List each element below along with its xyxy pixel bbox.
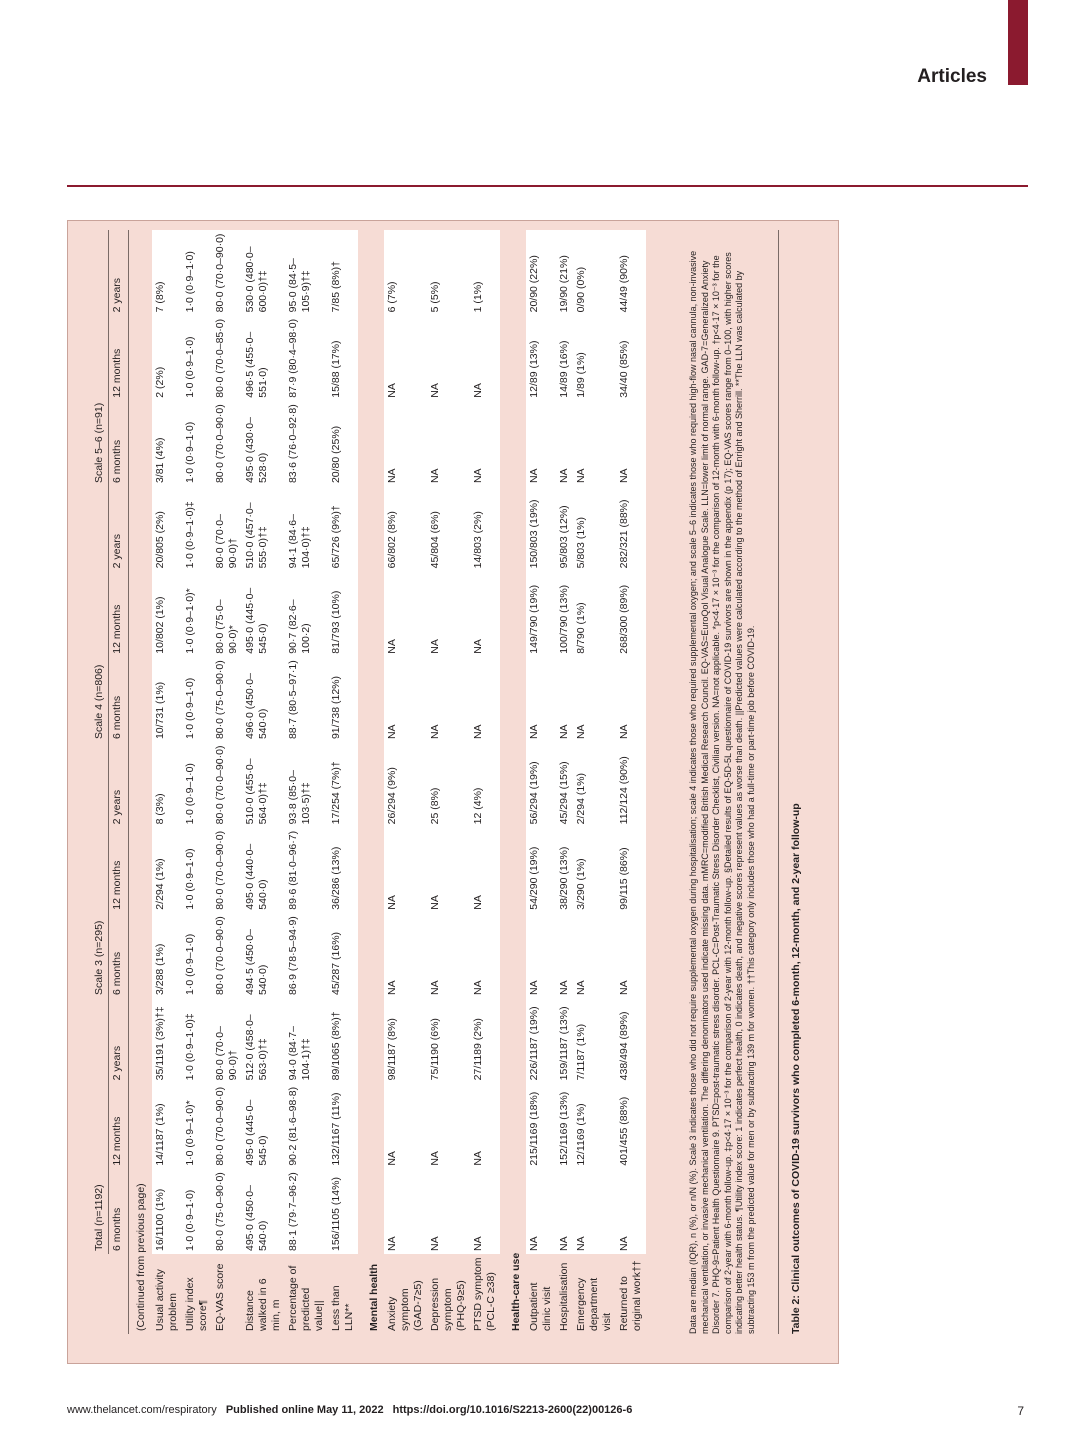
table-cell: NA: [384, 657, 427, 742]
table-cell: 89·6 (81·0–96·7): [285, 827, 328, 912]
table-cell: 80·0 (70·0–90·0)†: [212, 486, 242, 571]
table-cell: 88·1 (79·7–96·2): [285, 1169, 328, 1254]
table-cell: 19/90 (21%): [556, 230, 573, 315]
table-cell: NA: [384, 315, 427, 400]
table-cell: 45/287 (16%): [328, 913, 358, 998]
table-cell: NA: [470, 315, 500, 400]
table-cell: 1·0 (0·9–1·0): [182, 657, 212, 742]
table-cell: 100/790 (13%): [556, 571, 573, 656]
table-cell: 45/294 (15%): [556, 742, 573, 827]
table-cell: NA: [427, 827, 470, 912]
table-cell: 495·0 (445·0–545·0): [242, 1083, 285, 1168]
table-cell: NA: [573, 1169, 616, 1254]
column-header: 12 months: [109, 827, 129, 912]
table-cell: 16/1100 (1%): [152, 1169, 182, 1254]
row-label: Emergency department visit: [575, 1277, 613, 1331]
table-cell: 5/803 (1%): [573, 486, 616, 571]
table-cell: 65/726 (9%)†: [328, 486, 358, 571]
table-cell: 7 (8%): [152, 230, 182, 315]
table-cell: 80·0 (70·0–90·0): [212, 230, 242, 315]
table-cell: 44/49 (90%): [616, 230, 646, 315]
table-cell: 87·9 (80·4–98·0): [285, 315, 328, 400]
table-cell: 1·0 (0·9–1·0)‡: [182, 486, 212, 571]
table-cell: 99/115 (86%): [616, 827, 646, 912]
table-cell: 80·0 (75·0–90·0): [212, 1169, 242, 1254]
row-label: Anxiety symptom (GAD-7≥5): [386, 1280, 424, 1331]
table-cell: 80·0 (70·0–85·0): [212, 315, 242, 400]
table-cell: NA: [616, 1169, 646, 1254]
table-footnotes: Data are median (IQR), n (%), or n/N (%). Scale 3 indicates those who did not require supplemental oxygen during hospitalisation; scale 4 indicates those who required supplemental oxygen; and scale 5–6 indicates those who required high-flow nasal cannula, non-invasive mechanical ventilation, or invasive mechanical ventilation. The differing denominators used indicate missing data. mMRC=modified British Medical Research Council. EQ-VAS=EuroQol Visual Analogue Scale. LLN=lower limit of normal range. GAD-7=Generalized Anxiety Disorder 7. PHQ-9=Patient Health Questionnaire 9. PTSD=post-traumatic stress disorder. PCL-C=Post-Traumatic Stress Disorder Checklist, Civilian version. NA=not applicable. *p<4·17 × 10⁻³ for the comparison of 12-month with 6-month follow-up. †p<4·17 × 10⁻³ for the comparison of 2-year with 6-month follow-up. ‡p<4·17 × 10⁻³ for the comparison of 2-year with 12-month follow-up. §Detailed results of EQ-5D-5L questionnaire of COVID-19 survivors are shown in the appendix (p 17); EQ-VAS scores range from 0–100, with higher scores indicating better health status. ¶Utility index score: 1 indicates perfect health, 0 indicates death, and negative scores represent values as worse than death. ||Predicted values were calculated according to the method of Enright and Sherrill. **The LLN was calculated by subtracting 153 m from the predicted value for men or by subtracting 139 m for women. ††This category only includes those who had a full-time or part-time job before COVID-19.: [688, 250, 756, 1334]
table-row: [616, 230, 646, 1334]
table-cell: NA: [384, 913, 427, 998]
table-cell: NA: [556, 401, 573, 486]
table-cell: 1·0 (0·9–1·0): [182, 827, 212, 912]
table-cell: 8/790 (1%): [573, 571, 616, 656]
table-cell: 156/1105 (14%): [328, 1169, 358, 1254]
table-cell: 80·0 (70·0–90·0): [212, 1083, 242, 1168]
table-cell: 10/731 (1%): [152, 657, 182, 742]
section-header: Articles: [917, 66, 987, 87]
table-cell: NA: [427, 401, 470, 486]
publication-date: Published online May 11, 2022: [225, 1404, 384, 1416]
table-cell: 20/80 (25%): [328, 401, 358, 486]
table-cell: 1·0 (0·9–1·0): [182, 315, 212, 400]
table-cell: 86·9 (78·5–94·9): [285, 913, 328, 998]
table-row: [526, 230, 556, 1334]
table-cell: 90·7 (82·6–100·2): [285, 571, 328, 656]
table-cell: NA: [384, 571, 427, 656]
column-header: 12 months: [109, 1083, 129, 1168]
table-cell: 0/90 (0%): [573, 230, 616, 315]
table-cell: 6 (7%): [384, 230, 427, 315]
table-caption: Table 2: Clinical outcomes of COVID-19 survivors who completed 6-month, 12-month, and 2-year follow-up: [790, 803, 802, 1334]
table-cell: 95/803 (12%): [556, 486, 573, 571]
group-header: Scale 5–6 (n=91): [85, 230, 109, 486]
table-cell: 2 (2%): [152, 315, 182, 400]
table-cell: NA: [616, 913, 646, 998]
table-cell: 54/290 (19%): [526, 827, 556, 912]
table-cell: 80·0 (75·0–90·0): [212, 657, 242, 742]
row-label: Utility index score¶: [184, 1277, 209, 1331]
table-cell: 25 (8%): [427, 742, 470, 827]
table-row: [242, 230, 285, 1334]
table-row: [573, 230, 616, 1334]
table-cell: 34/40 (85%): [616, 315, 646, 400]
section-title: Health-care use: [510, 1252, 522, 1331]
column-header: 6 months: [109, 657, 129, 742]
column-header: 2 years: [109, 998, 129, 1083]
table-cell: NA: [427, 657, 470, 742]
table-cell: 1·0 (0·9–1·0)*: [182, 571, 212, 656]
table-cell: NA: [427, 571, 470, 656]
table-cell: 7/85 (8%)†: [328, 230, 358, 315]
rotated-table-area: [85, 222, 855, 1342]
table-cell: 1/89 (1%): [573, 315, 616, 400]
group-header: Total (n=1192): [85, 998, 109, 1254]
continued-row: [129, 230, 153, 1334]
table-cell: 80·0 (75·0–90·0)*: [212, 571, 242, 656]
table-cell: NA: [573, 657, 616, 742]
table-cell: NA: [556, 913, 573, 998]
caption-rule: [778, 230, 779, 1334]
table-cell: 496·0 (450·0–540·0): [242, 657, 285, 742]
table-cell: NA: [556, 1169, 573, 1254]
table-cell: 14/803 (2%): [470, 486, 500, 571]
table-cell: 512·0 (458·0–563·0)†‡: [242, 998, 285, 1083]
header-rule: [67, 185, 1028, 187]
table-cell: NA: [470, 913, 500, 998]
table-row: [470, 230, 500, 1334]
row-label: Percentage of predicted value||: [287, 1265, 325, 1331]
table-cell: NA: [427, 913, 470, 998]
column-header: 12 months: [109, 571, 129, 656]
journal-color-tab: [1008, 0, 1028, 85]
table-cell: NA: [616, 657, 646, 742]
table-cell: 268/300 (89%): [616, 571, 646, 656]
table-cell: NA: [526, 1169, 556, 1254]
table-cell: 80·0 (70·0–90·0)†: [212, 998, 242, 1083]
table-cell: NA: [470, 1169, 500, 1254]
table-row: [384, 230, 427, 1334]
group-header-row: [85, 230, 109, 1334]
page-number: 7: [1017, 1404, 1024, 1418]
table-cell: NA: [526, 657, 556, 742]
row-label: EQ-VAS score: [214, 1263, 226, 1331]
table-cell: 1·0 (0·9–1·0): [182, 230, 212, 315]
table-cell: 494·5 (450·0–540·0): [242, 913, 285, 998]
row-label: PTSD symptom (PCL-C ≥38): [472, 1257, 497, 1331]
journal-website-link[interactable]: www.thelancet.com/respiratory: [67, 1404, 217, 1416]
table-cell: 510·0 (455·0–564·0)†‡: [242, 742, 285, 827]
table-row: [427, 230, 470, 1334]
group-header: Scale 4 (n=806): [85, 486, 109, 742]
continued-note: (Continued from previous page): [135, 1183, 147, 1331]
table-cell: 91/738 (12%): [328, 657, 358, 742]
table-cell: 89/1065 (8%)†: [328, 998, 358, 1083]
column-header: 2 years: [109, 230, 129, 315]
table-cell: 159/1187 (13%): [556, 998, 573, 1083]
table-cell: 80·0 (70·0–90·0): [212, 827, 242, 912]
outcomes-table: [85, 230, 646, 1334]
table-cell: 94·0 (84·7–104·1)†‡: [285, 998, 328, 1083]
table-row: [328, 230, 358, 1334]
table-row: [152, 230, 182, 1334]
table-cell: 20/805 (2%): [152, 486, 182, 571]
table-cell: NA: [384, 1083, 427, 1168]
row-label: Returned to original work††: [618, 1260, 643, 1331]
table-cell: 80·0 (70·0–90·0): [212, 742, 242, 827]
table-cell: 3/288 (1%): [152, 913, 182, 998]
table-row: [556, 230, 573, 1334]
doi-link[interactable]: https://doi.org/10.1016/S2213-2600(22)00126-6: [392, 1404, 633, 1416]
table-cell: 93·8 (85·0–103·5)†‡: [285, 742, 328, 827]
table-cell: 8 (3%): [152, 742, 182, 827]
table-cell: 510·0 (457·0–555·0)†‡: [242, 486, 285, 571]
column-header: 12 months: [109, 315, 129, 400]
row-label: Hospitalisation: [558, 1262, 570, 1331]
row-label: Outpatient clinic visit: [528, 1282, 553, 1331]
table-cell: 132/1167 (11%): [328, 1083, 358, 1168]
table-cell: 496·5 (455·0–551·0): [242, 315, 285, 400]
table-cell: 95·0 (84·5–105·9)†‡: [285, 230, 328, 315]
table-cell: NA: [470, 401, 500, 486]
table-cell: 2/294 (1%): [152, 827, 182, 912]
table-cell: 1·0 (0·9–1·0): [182, 1169, 212, 1254]
table-cell: 14/1187 (1%): [152, 1083, 182, 1168]
table-cell: 1·0 (0·9–1·0)‡: [182, 998, 212, 1083]
table-cell: 45/804 (6%): [427, 486, 470, 571]
table-cell: 401/455 (88%): [616, 1083, 646, 1168]
table-cell: NA: [573, 401, 616, 486]
column-header: 6 months: [109, 913, 129, 998]
table-cell: 112/124 (90%): [616, 742, 646, 827]
table-cell: 150/803 (19%): [526, 486, 556, 571]
table-cell: NA: [556, 657, 573, 742]
table-cell: 5 (5%): [427, 230, 470, 315]
table-cell: 88·7 (80·5–97·1): [285, 657, 328, 742]
table-cell: 98/1187 (8%): [384, 998, 427, 1083]
table-cell: 2/294 (1%): [573, 742, 616, 827]
table-cell: NA: [384, 401, 427, 486]
table-cell: NA: [573, 913, 616, 998]
table-cell: 56/294 (19%): [526, 742, 556, 827]
table-cell: 149/790 (19%): [526, 571, 556, 656]
table-cell: 3/81 (4%): [152, 401, 182, 486]
table-cell: NA: [616, 401, 646, 486]
table-cell: 1·0 (0·9–1·0): [182, 742, 212, 827]
page-footer: [67, 1404, 632, 1416]
table-cell: 17/254 (7%)†: [328, 742, 358, 827]
row-label: Less than LLN**: [330, 1285, 355, 1331]
row-label: Depression symptom (PHQ-9≥5): [429, 1277, 467, 1331]
table-cell: 15/88 (17%): [328, 315, 358, 400]
table-cell: 10/802 (1%): [152, 571, 182, 656]
table-cell: 495·0 (445·0–545·0): [242, 571, 285, 656]
table-cell: 495·0 (430·0–528·0): [242, 401, 285, 486]
table-cell: 12/89 (13%): [526, 315, 556, 400]
table-cell: 3/290 (1%): [573, 827, 616, 912]
column-header: 6 months: [109, 1169, 129, 1254]
table-cell: 90·2 (81·6–98·8): [285, 1083, 328, 1168]
table-cell: 495·0 (440·0–540·0): [242, 827, 285, 912]
table-cell: NA: [470, 1083, 500, 1168]
table-cell: 530·0 (480·0–600·0)†‡: [242, 230, 285, 315]
table-cell: NA: [470, 827, 500, 912]
table-cell: 81/793 (10%): [328, 571, 358, 656]
table-cell: 1·0 (0·9–1·0): [182, 913, 212, 998]
table-cell: NA: [384, 827, 427, 912]
table-cell: NA: [427, 1169, 470, 1254]
table-cell: 152/1169 (13%): [556, 1083, 573, 1168]
table-cell: 14/89 (16%): [556, 315, 573, 400]
table-cell: 75/1190 (6%): [427, 998, 470, 1083]
table-cell: NA: [526, 913, 556, 998]
table-cell: 38/290 (13%): [556, 827, 573, 912]
table-cell: NA: [470, 657, 500, 742]
table-cell: 282/321 (88%): [616, 486, 646, 571]
table-body: [129, 230, 647, 1334]
table-cell: 438/494 (89%): [616, 998, 646, 1083]
table-cell: 66/802 (8%): [384, 486, 427, 571]
row-label: Distance walked in 6 min, m: [244, 1278, 282, 1331]
table-cell: NA: [427, 315, 470, 400]
group-header: Scale 3 (n=295): [85, 742, 109, 998]
table-cell: 7/1187 (1%): [573, 998, 616, 1083]
table-cell: NA: [526, 401, 556, 486]
table-cell: NA: [384, 1169, 427, 1254]
table-cell: 36/286 (13%): [328, 827, 358, 912]
table-cell: 94·1 (84·6–104·0)†‡: [285, 486, 328, 571]
table-cell: 80·0 (70·0–90·0): [212, 401, 242, 486]
section-row: [364, 230, 384, 1334]
subheader-row: [109, 230, 129, 1334]
section-title: Mental health: [368, 1263, 380, 1331]
section-row: [506, 230, 526, 1334]
table-cell: NA: [427, 1083, 470, 1168]
column-header: 6 months: [109, 401, 129, 486]
table-cell: 215/1169 (18%): [526, 1083, 556, 1168]
row-label: Usual activity problem: [154, 1269, 179, 1331]
table-cell: 35/1191 (3%)†‡: [152, 998, 182, 1083]
table-wrapper: [85, 230, 670, 1334]
table-cell: 83·6 (76·0–92·8): [285, 401, 328, 486]
table-row: [212, 230, 242, 1334]
table-row: [285, 230, 328, 1334]
column-header: 2 years: [109, 742, 129, 827]
table-cell: 1 (1%): [470, 230, 500, 315]
table-cell: 226/1187 (19%): [526, 998, 556, 1083]
table-cell: 27/1189 (2%): [470, 998, 500, 1083]
table-cell: 1·0 (0·9–1·0): [182, 401, 212, 486]
table-row: [182, 230, 212, 1334]
table-cell: 12 (4%): [470, 742, 500, 827]
table-cell: 495·0 (450·0–540·0): [242, 1169, 285, 1254]
table-cell: 80·0 (70·0–90·0): [212, 913, 242, 998]
column-header: 2 years: [109, 486, 129, 571]
table-cell: 20/90 (22%): [526, 230, 556, 315]
table-cell: NA: [470, 571, 500, 656]
table-cell: 12/1169 (1%): [573, 1083, 616, 1168]
table-cell: 1·0 (0·9–1·0)*: [182, 1083, 212, 1168]
table-cell: 26/294 (9%): [384, 742, 427, 827]
